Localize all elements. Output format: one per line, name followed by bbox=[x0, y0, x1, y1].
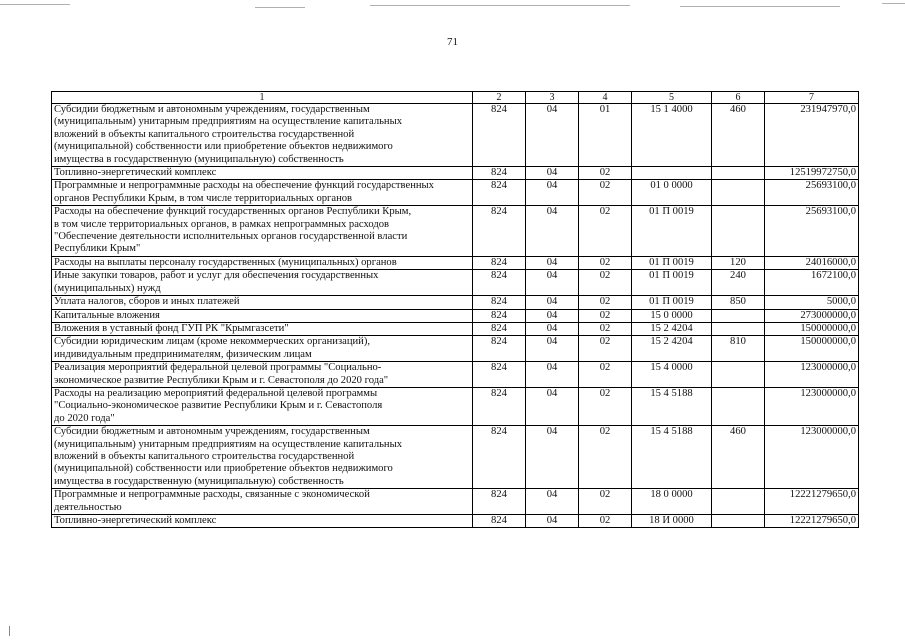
expense-name-cell: Реализация мероприятий федеральной целевой программы "Социально- экономическое развитие Республики Крым и г. Севастополя до 2020 года" bbox=[52, 362, 473, 388]
amount-cell: 150000000,0 bbox=[765, 336, 859, 362]
column-header: 3 bbox=[526, 92, 579, 104]
target-article-cell: 01 П 0019 bbox=[632, 296, 712, 309]
ministry-code-cell: 824 bbox=[473, 362, 526, 388]
amount-cell: 1672100,0 bbox=[765, 270, 859, 296]
target-article-cell: 01 П 0019 bbox=[632, 206, 712, 257]
table-row bbox=[52, 206, 859, 257]
expense-name-cell: Топливно-энергетический комплекс bbox=[52, 167, 473, 180]
expense-type-cell bbox=[712, 206, 765, 257]
target-article-cell: 15 0 0000 bbox=[632, 309, 712, 322]
target-article-cell: 01 П 0019 bbox=[632, 270, 712, 296]
section-code-cell: 04 bbox=[526, 515, 579, 528]
column-header: 1 bbox=[52, 92, 473, 104]
table-row bbox=[52, 362, 859, 388]
expense-name-cell: Капитальные вложения bbox=[52, 309, 473, 322]
table-row bbox=[52, 104, 859, 167]
subsection-code-cell: 01 bbox=[579, 104, 632, 167]
amount-cell: 24016000,0 bbox=[765, 256, 859, 269]
expense-type-cell: 810 bbox=[712, 336, 765, 362]
column-header: 2 bbox=[473, 92, 526, 104]
section-code-cell: 04 bbox=[526, 167, 579, 180]
subsection-code-cell: 02 bbox=[579, 270, 632, 296]
target-article-cell: 18 И 0000 bbox=[632, 515, 712, 528]
amount-cell: 231947970,0 bbox=[765, 104, 859, 167]
target-article-cell: 18 0 0000 bbox=[632, 489, 712, 515]
expense-type-cell bbox=[712, 180, 765, 206]
ministry-code-cell: 824 bbox=[473, 206, 526, 257]
scan-artifact-line bbox=[680, 6, 840, 7]
amount-cell: 5000,0 bbox=[765, 296, 859, 309]
expense-name-cell: Субсидии бюджетным и автономным учреждениям, государственным (муниципальным) унитарным предприятиям на осуществление капитальных вложений в объекты капитального строительства государственной (муниципальной) собственности или приобретение объектов недвижимого имущества в государственную (муниципальную) собственность bbox=[52, 104, 473, 167]
table-row bbox=[52, 515, 859, 528]
subsection-code-cell: 02 bbox=[579, 336, 632, 362]
expense-type-cell bbox=[712, 387, 765, 425]
section-code-cell: 04 bbox=[526, 296, 579, 309]
column-header: 7 bbox=[765, 92, 859, 104]
expense-name-cell: Вложения в уставный фонд ГУП РК "Крымгазсети" bbox=[52, 322, 473, 335]
amount-cell: 123000000,0 bbox=[765, 426, 859, 489]
target-article-cell: 01 П 0019 bbox=[632, 256, 712, 269]
amount-cell: 150000000,0 bbox=[765, 322, 859, 335]
expense-type-cell: 460 bbox=[712, 426, 765, 489]
section-code-cell: 04 bbox=[526, 256, 579, 269]
scan-edge-mark bbox=[9, 626, 10, 636]
table-row bbox=[52, 426, 859, 489]
expense-type-cell: 460 bbox=[712, 104, 765, 167]
ministry-code-cell: 824 bbox=[473, 180, 526, 206]
expense-name-cell: Расходы на реализацию мероприятий федеральной целевой программы "Социально-экономическое развитие Республики Крым и г. Севастополя до 2020 года" bbox=[52, 387, 473, 425]
expense-name-cell: Программные и непрограммные расходы, связанные с экономической деятельностью bbox=[52, 489, 473, 515]
expense-type-cell bbox=[712, 362, 765, 388]
section-code-cell: 04 bbox=[526, 270, 579, 296]
amount-cell: 25693100,0 bbox=[765, 206, 859, 257]
column-header: 5 bbox=[632, 92, 712, 104]
section-code-cell: 04 bbox=[526, 336, 579, 362]
ministry-code-cell: 824 bbox=[473, 387, 526, 425]
column-number-row bbox=[52, 92, 859, 104]
expense-type-cell bbox=[712, 489, 765, 515]
column-header: 6 bbox=[712, 92, 765, 104]
expense-name-cell: Топливно-энергетический комплекс bbox=[52, 515, 473, 528]
section-code-cell: 04 bbox=[526, 489, 579, 515]
page-number: 71 bbox=[447, 36, 458, 48]
scan-artifact-line bbox=[255, 7, 305, 8]
ministry-code-cell: 824 bbox=[473, 296, 526, 309]
expense-name-cell: Субсидии бюджетным и автономным учреждениям, государственным (муниципальным) унитарным предприятиям на осуществление капитальных вложений в объекты капитального строительства государственной (муниципальной) собственности или приобретение объектов недвижимого имущества в государственную (муниципальную) собственность bbox=[52, 426, 473, 489]
expense-name-cell: Расходы на обеспечение функций государственных органов Республики Крым, в том числе территориальных органов, в рамках непрограммных расходов "Обеспечение деятельности исполнительных органов государственной власти Республики Крым" bbox=[52, 206, 473, 257]
section-code-cell: 04 bbox=[526, 180, 579, 206]
amount-cell: 123000000,0 bbox=[765, 362, 859, 388]
table-row bbox=[52, 296, 859, 309]
ministry-code-cell: 824 bbox=[473, 309, 526, 322]
ministry-code-cell: 824 bbox=[473, 270, 526, 296]
target-article-cell: 15 4 0000 bbox=[632, 362, 712, 388]
expense-type-cell bbox=[712, 515, 765, 528]
ministry-code-cell: 824 bbox=[473, 426, 526, 489]
table-row bbox=[52, 180, 859, 206]
ministry-code-cell: 824 bbox=[473, 256, 526, 269]
ministry-code-cell: 824 bbox=[473, 322, 526, 335]
table-row bbox=[52, 309, 859, 322]
section-code-cell: 04 bbox=[526, 309, 579, 322]
subsection-code-cell: 02 bbox=[579, 515, 632, 528]
expense-type-cell: 240 bbox=[712, 270, 765, 296]
amount-cell: 12519972750,0 bbox=[765, 167, 859, 180]
table-row bbox=[52, 489, 859, 515]
amount-cell: 273000000,0 bbox=[765, 309, 859, 322]
expense-name-cell: Расходы на выплаты персоналу государственных (муниципальных) органов bbox=[52, 256, 473, 269]
amount-cell: 12221279650,0 bbox=[765, 489, 859, 515]
expense-name-cell: Иные закупки товаров, работ и услуг для обеспечения государственных (муниципальных) нужд bbox=[52, 270, 473, 296]
ministry-code-cell: 824 bbox=[473, 104, 526, 167]
target-article-cell: 15 1 4000 bbox=[632, 104, 712, 167]
table-row bbox=[52, 256, 859, 269]
expense-type-cell: 850 bbox=[712, 296, 765, 309]
table-row bbox=[52, 270, 859, 296]
ministry-code-cell: 824 bbox=[473, 336, 526, 362]
subsection-code-cell: 02 bbox=[579, 167, 632, 180]
expense-name-cell: Программные и непрограммные расходы на обеспечение функций государственных органов Республики Крым, в том числе территориальных органов bbox=[52, 180, 473, 206]
table-row bbox=[52, 322, 859, 335]
section-code-cell: 04 bbox=[526, 426, 579, 489]
expense-type-cell bbox=[712, 167, 765, 180]
section-code-cell: 04 bbox=[526, 387, 579, 425]
amount-cell: 123000000,0 bbox=[765, 387, 859, 425]
ministry-code-cell: 824 bbox=[473, 489, 526, 515]
target-article-cell: 15 2 4204 bbox=[632, 322, 712, 335]
expense-name-cell: Уплата налогов, сборов и иных платежей bbox=[52, 296, 473, 309]
target-article-cell: 01 0 0000 bbox=[632, 180, 712, 206]
subsection-code-cell: 02 bbox=[579, 206, 632, 257]
expense-type-cell bbox=[712, 322, 765, 335]
section-code-cell: 04 bbox=[526, 362, 579, 388]
budget-table bbox=[51, 91, 859, 528]
subsection-code-cell: 02 bbox=[579, 180, 632, 206]
target-article-cell: 15 4 5188 bbox=[632, 387, 712, 425]
section-code-cell: 04 bbox=[526, 104, 579, 167]
subsection-code-cell: 02 bbox=[579, 322, 632, 335]
ministry-code-cell: 824 bbox=[473, 515, 526, 528]
subsection-code-cell: 02 bbox=[579, 489, 632, 515]
column-header: 4 bbox=[579, 92, 632, 104]
section-code-cell: 04 bbox=[526, 322, 579, 335]
amount-cell: 12221279650,0 bbox=[765, 515, 859, 528]
subsection-code-cell: 02 bbox=[579, 296, 632, 309]
ministry-code-cell: 824 bbox=[473, 167, 526, 180]
scan-artifact-line bbox=[882, 3, 905, 4]
table-row bbox=[52, 387, 859, 425]
scan-artifact-line bbox=[0, 4, 70, 5]
target-article-cell: 15 2 4204 bbox=[632, 336, 712, 362]
subsection-code-cell: 02 bbox=[579, 426, 632, 489]
expense-type-cell bbox=[712, 309, 765, 322]
target-article-cell bbox=[632, 167, 712, 180]
scan-artifact-line bbox=[370, 5, 630, 6]
subsection-code-cell: 02 bbox=[579, 256, 632, 269]
expense-name-cell: Субсидии юридическим лицам (кроме некоммерческих организаций), индивидуальным предпринимателям, физическим лицам bbox=[52, 336, 473, 362]
subsection-code-cell: 02 bbox=[579, 309, 632, 322]
amount-cell: 25693100,0 bbox=[765, 180, 859, 206]
table-row bbox=[52, 167, 859, 180]
table-row bbox=[52, 336, 859, 362]
expense-type-cell: 120 bbox=[712, 256, 765, 269]
subsection-code-cell: 02 bbox=[579, 362, 632, 388]
subsection-code-cell: 02 bbox=[579, 387, 632, 425]
target-article-cell: 15 4 5188 bbox=[632, 426, 712, 489]
section-code-cell: 04 bbox=[526, 206, 579, 257]
